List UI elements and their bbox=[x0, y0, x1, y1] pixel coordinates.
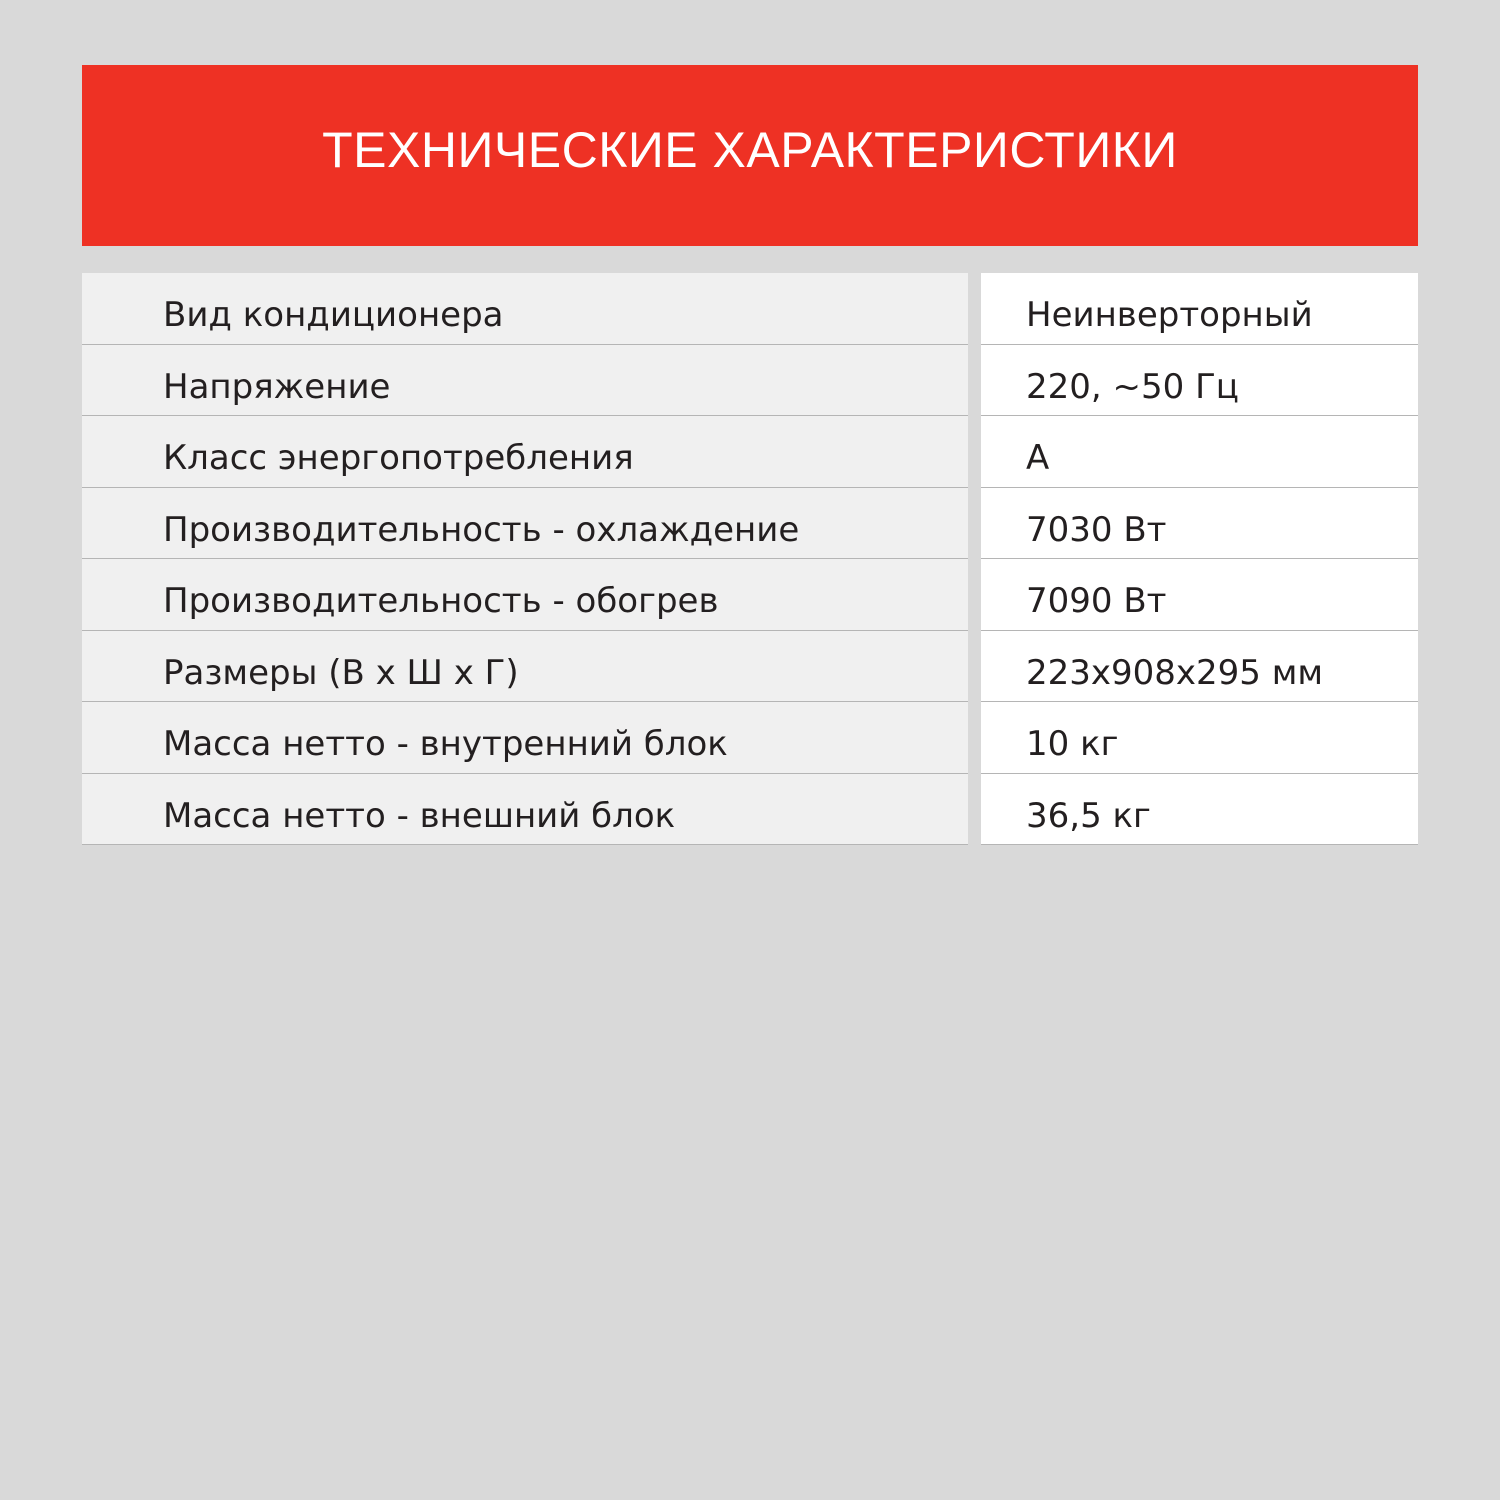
table-row bbox=[82, 559, 1418, 631]
spec-label: Производительность - охлаждение bbox=[82, 488, 968, 560]
column-gap bbox=[968, 702, 981, 774]
spec-value: Неинверторный bbox=[981, 273, 1418, 345]
spec-value: 36,5 кг bbox=[981, 774, 1418, 846]
spec-label: Напряжение bbox=[82, 345, 968, 417]
column-gap bbox=[968, 488, 981, 560]
page-title: ТЕХНИЧЕСКИЕ ХАРАКТЕРИСТИКИ bbox=[322, 121, 1178, 178]
table-row bbox=[82, 631, 1418, 703]
column-gap bbox=[968, 774, 981, 846]
spec-label: Масса нетто - внутренний блок bbox=[82, 702, 968, 774]
table-row bbox=[82, 488, 1418, 560]
spec-label: Производительность - обогрев bbox=[82, 559, 968, 631]
column-gap bbox=[968, 559, 981, 631]
spec-label: Размеры (В х Ш х Г) bbox=[82, 631, 968, 703]
spec-table bbox=[82, 273, 1418, 845]
table-row bbox=[82, 702, 1418, 774]
column-gap bbox=[968, 345, 981, 417]
spec-value: 7030 Вт bbox=[981, 488, 1418, 560]
spec-value: 223х908х295 мм bbox=[981, 631, 1418, 703]
table-row bbox=[82, 774, 1418, 846]
table-row bbox=[82, 416, 1418, 488]
spec-value: 10 кг bbox=[981, 702, 1418, 774]
spec-value: 7090 Вт bbox=[981, 559, 1418, 631]
spec-label: Масса нетто - внешний блок bbox=[82, 774, 968, 846]
spec-label: Класс энергопотребления bbox=[82, 416, 968, 488]
table-row bbox=[82, 273, 1418, 345]
column-gap bbox=[968, 631, 981, 703]
spec-label: Вид кондиционера bbox=[82, 273, 968, 345]
column-gap bbox=[968, 416, 981, 488]
column-gap bbox=[968, 273, 981, 345]
table-row bbox=[82, 345, 1418, 417]
spec-value: А bbox=[981, 416, 1418, 488]
header-banner bbox=[82, 65, 1418, 246]
spec-value: 220, ~50 Гц bbox=[981, 345, 1418, 417]
